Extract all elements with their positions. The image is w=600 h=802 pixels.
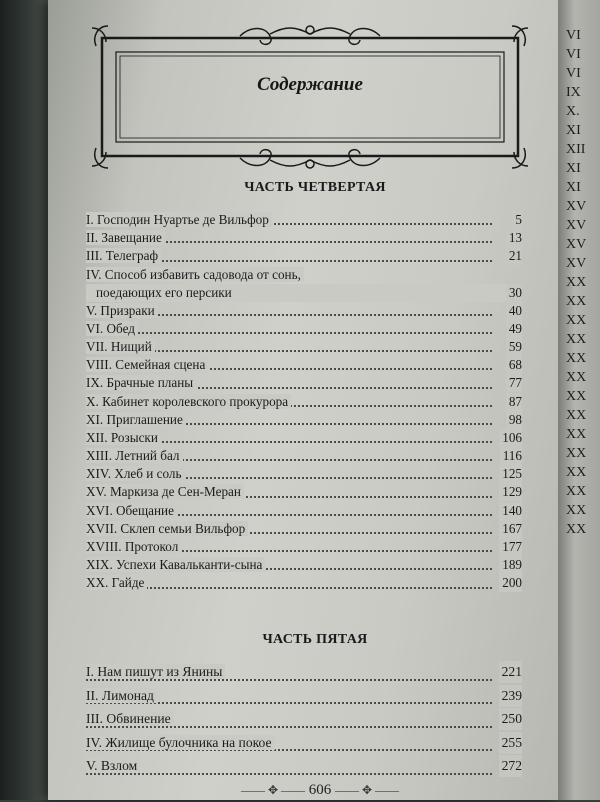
toc-entry [86, 447, 522, 465]
toc-entry [86, 574, 522, 592]
toc-entry [86, 411, 522, 429]
chapter-page-number: 30 [506, 284, 522, 302]
part-five-chapter-list [86, 661, 522, 779]
contents-title: Содержание [257, 74, 363, 95]
toc-entry [86, 685, 522, 709]
leader-dots [86, 773, 492, 775]
chapter-page-number: 125 [499, 465, 522, 483]
toc-entry [86, 229, 522, 247]
chapter-page-number: 106 [499, 429, 522, 447]
chapter-page-number: 255 [499, 732, 522, 754]
chapter-title: VI. Обед [86, 321, 138, 336]
chapter-title: III. Телеграф [86, 248, 161, 263]
leader-dots [86, 332, 492, 334]
chapter-title: XVI. Обещание [86, 503, 177, 518]
chapter-title: X. Кабинет королевского прокурора [86, 394, 291, 409]
next-page-text-fragment: XX [566, 484, 587, 499]
next-page-text-fragment: XI [566, 161, 581, 176]
chapter-page-number: 177 [499, 538, 522, 556]
toc-entry [86, 465, 522, 483]
chapter-title: VIII. Семейная сцена [86, 357, 208, 372]
chapter-page-number: 239 [499, 685, 522, 707]
page-number: 606 [308, 782, 332, 798]
next-page-text-fragment: VI [566, 66, 581, 81]
toc-entry [86, 755, 522, 779]
next-page-text-fragment: XV [566, 256, 587, 271]
toc-entry [86, 661, 522, 685]
footer-right-ornament: —— ✥ —— [335, 783, 400, 797]
part-four-chapter-list [86, 211, 522, 593]
toc-entry [86, 483, 522, 501]
chapter-title: IX. Брачные планы [86, 375, 196, 390]
chapter-page-number: 40 [506, 302, 522, 320]
next-page-edge [558, 0, 600, 800]
next-page-text-fragment: VI [566, 47, 581, 62]
next-page-text-fragment: XX [566, 389, 587, 404]
chapter-title: XVIII. Протокол [86, 539, 181, 554]
chapter-title: XIV. Хлеб и соль [86, 466, 185, 481]
next-page-text-fragment: XV [566, 237, 587, 252]
next-page-text-fragment: XV [566, 199, 587, 214]
chapter-title: XX. Гайде [86, 575, 147, 590]
next-page-text-fragment: XX [566, 465, 587, 480]
next-page-text-fragment: XI [566, 180, 581, 195]
chapter-page-number: 98 [506, 411, 522, 429]
chapter-page-number: 189 [499, 556, 522, 574]
part-four-title: ЧАСТЬ ЧЕТВЕРТАЯ [244, 180, 386, 195]
toc-entry [86, 338, 522, 356]
next-page-text-fragment: XX [566, 370, 587, 385]
toc-entry [86, 556, 522, 574]
chapter-title: XVII. Склеп семьи Вильфор [86, 521, 248, 536]
page-footer [230, 782, 410, 802]
next-page-text-fragment: XX [566, 408, 587, 423]
chapter-title: I. Господин Нуартье де Вильфор [86, 212, 272, 227]
chapter-page-number: 59 [506, 338, 522, 356]
toc-entry [86, 356, 522, 374]
next-page-text-fragment: XI [566, 123, 581, 138]
next-page-text-fragment: XX [566, 446, 587, 461]
toc-entry [86, 732, 522, 756]
next-page-text-fragment: XV [566, 218, 587, 233]
chapter-page-number: 5 [512, 211, 522, 229]
chapter-page-number: 116 [500, 447, 522, 465]
toc-entry [86, 320, 522, 338]
next-page-text-fragment: VI [566, 28, 581, 43]
toc-entry [86, 708, 522, 732]
chapter-page-number: 140 [499, 502, 522, 520]
chapter-title: IV. Жилище булочника на покое [86, 735, 275, 750]
chapter-page-number: 13 [506, 229, 522, 247]
toc-entry [86, 502, 522, 520]
chapter-page-number: 21 [506, 247, 522, 265]
next-page-text-fragment: XX [566, 522, 587, 537]
chapter-title: V. Взлом [86, 758, 140, 773]
toc-entry [86, 211, 522, 229]
chapter-title: III. Обвинение [86, 711, 174, 726]
chapter-page-number: 77 [506, 374, 522, 392]
chapter-title: IV. Способ избавить садовода от сонь, поедающих его персики [86, 267, 522, 302]
toc-entry [86, 374, 522, 392]
next-page-text-fragment: IX [566, 85, 581, 100]
toc-entry [86, 429, 522, 447]
chapter-title: I. Нам пишут из Янины [86, 664, 225, 679]
chapter-page-number: 68 [506, 356, 522, 374]
toc-entry [86, 520, 522, 538]
toc-entry [86, 393, 522, 411]
chapter-title: II. Завещание [86, 230, 165, 245]
chapter-title: XV. Маркиза де Сен-Меран [86, 484, 244, 499]
next-page-text-fragment: XX [566, 351, 587, 366]
chapter-title: XI. Приглашение [86, 412, 186, 427]
part-five-title: ЧАСТЬ ПЯТАЯ [262, 632, 368, 647]
chapter-page-number: 272 [499, 755, 522, 777]
toc-entry [86, 538, 522, 556]
chapter-title: V. Призраки [86, 303, 158, 318]
footer-left-ornament: —— ✥ —— [240, 783, 305, 797]
toc-entry [86, 266, 522, 302]
chapter-title: XII. Розыски [86, 430, 161, 445]
ornamental-title-frame [90, 22, 530, 172]
next-page-text-fragment: XX [566, 427, 587, 442]
chapter-page-number: 87 [506, 393, 522, 411]
next-page-text-fragment: XX [566, 275, 587, 290]
chapter-title: XIX. Успехи Кавальканти-сына [86, 557, 265, 572]
chapter-page-number: 200 [499, 574, 522, 592]
chapter-page-number: 250 [499, 708, 522, 730]
chapter-title: XIII. Летний бал [86, 448, 183, 463]
chapter-title: II. Лимонад [86, 688, 157, 703]
chapter-page-number: 167 [499, 520, 522, 538]
next-page-text-fragment: XX [566, 294, 587, 309]
chapter-page-number: 129 [499, 483, 522, 501]
next-page-text-fragment: XX [566, 332, 587, 347]
chapter-page-number: 49 [506, 320, 522, 338]
chapter-page-number: 221 [499, 661, 522, 683]
next-page-text-fragment: X. [566, 104, 580, 119]
next-page-text-fragment: XX [566, 313, 587, 328]
chapter-title: VII. Нищий [86, 339, 155, 354]
next-page-text-fragment: XII [566, 142, 586, 157]
toc-entry [86, 302, 522, 320]
toc-entry [86, 247, 522, 265]
next-page-text-fragment: XX [566, 503, 587, 518]
